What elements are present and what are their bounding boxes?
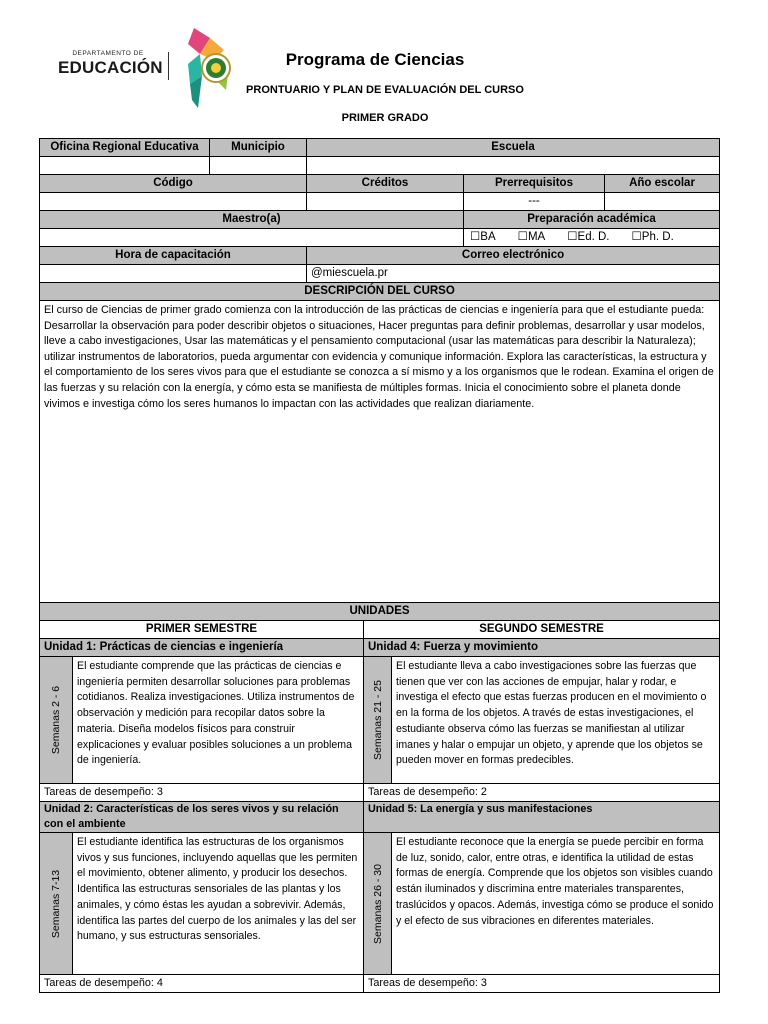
semester-1-header: PRIMER SEMESTRE xyxy=(40,621,364,639)
escuela-field[interactable] xyxy=(307,157,720,175)
page-subtitle: PRONTUARIO Y PLAN DE EVALUACIÓN DEL CURSO xyxy=(246,84,524,96)
unit-2-description: El estudiante identifica las estructuras de los organismos vivos y sus funciones, incluyendo aquellas que les permiten el movimiento, obtener alimento, y producir los desechos. Identifica las estructuras sensoriales de las plantas y los animales, y cómo éstas les ayudan a sobrevivir. Además, identifica las partes del cuerpo de los animales y las del ser humano, y sus estructuras sensoriales. xyxy=(73,833,364,975)
descripcion-header: DESCRIPCIÓN DEL CURSO xyxy=(40,283,720,301)
unit-1-title: Unidad 1: Prácticas de ciencias e ingeniería xyxy=(40,639,364,657)
unit-5-weeks-label: Semanas 26 - 30 xyxy=(371,863,384,944)
unit-5-description: El estudiante reconoce que la energía se puede percibir en forma de luz, sonido, calor, entre otras, e identifica la utilidad de estas formas de energía. Comprende que los objetos son visibles cuando están iluminados y discrimina entre materiales transparentes, traslúcidos y opacos. Además, investiga cómo se produce el sonido y el efecto de sus vibraciones en diferentes materiales. xyxy=(392,833,720,975)
department-logo-text: EDUCACIÓN xyxy=(58,58,163,77)
puerto-rico-seal-icon xyxy=(180,24,236,112)
page-title: Programa de Ciencias xyxy=(285,50,465,69)
anio-escolar-field[interactable] xyxy=(605,193,720,211)
checkbox-ma[interactable]: ☐MA xyxy=(517,230,546,243)
preparacion-options xyxy=(464,229,720,247)
creditos-field[interactable] xyxy=(307,193,464,211)
maestro-header: Maestro(a) xyxy=(40,211,464,229)
unit-1-weeks-label: Semanas 2 - 6 xyxy=(49,685,62,755)
document-header xyxy=(0,0,768,135)
hora-field[interactable] xyxy=(40,265,307,283)
unit-5-title: Unidad 5: La energía y sus manifestaciones xyxy=(364,802,720,833)
escuela-header: Escuela xyxy=(307,139,720,157)
unit-2-weeks xyxy=(40,833,73,975)
unit-1-tareas: Tareas de desempeño: 3 xyxy=(40,784,364,802)
department-logo xyxy=(58,50,163,78)
unit-4-weeks-label: Semanas 21 - 25 xyxy=(371,680,384,760)
preparacion-header: Preparación académica xyxy=(464,211,720,229)
codigo-field[interactable] xyxy=(40,193,307,211)
unit-1-description: El estudiante comprende que las prácticas de ciencias e ingeniería permiten desarrollar soluciones para problemas cotidianos. Realiza investigaciones. Utiliza instrumentos de observación y medición para recopilar datos sobre la materia. Diseña modelos físicos para construir explicaciones y evaluar posibles soluciones a un problema de ingeniería. xyxy=(73,657,364,784)
checkbox-ba[interactable]: ☐BA xyxy=(470,230,496,243)
unit-2-weeks-label: Semanas 7-13 xyxy=(49,869,62,938)
unit-2-tareas: Tareas de desempeño: 4 xyxy=(40,975,364,993)
hora-header: Hora de capacitación xyxy=(40,247,307,265)
municipio-header: Municipio xyxy=(210,139,307,157)
oficina-header: Oficina Regional Educativa xyxy=(40,139,210,157)
unit-4-title: Unidad 4: Fuerza y movimiento xyxy=(364,639,720,657)
department-logo-small-text: DEPARTAMENTO DE xyxy=(72,50,144,57)
grade-label: PRIMER GRADO xyxy=(341,112,429,124)
unit-5-weeks xyxy=(364,833,392,975)
descripcion-text: El curso de Ciencias de primer grado comienza con la introducción de las prácticas de ciencias e ingeniería para que el estudiante pueda: Desarrollar la observación para poder describir objetos o situaciones, Hacer preguntas para definir problemas, desarrollar y usar modelos, lleve a cabo investigaciones, Usar las matemáticas y el pensamiento computacional (usar las matemáticas para describir la Naturaleza); utilizar instrumentos de laboratorios, pueda argumentar con evidencia y comunique información. Explora las características, la estructura y el comportamiento de los seres vivos para que el estudiante se conozca a sí mismo y a los organismos que le rodean. Examina el origen de las fuerzas y su relación con la energía, y cómo esta se manifiesta de múltiples formas. Inicia el conocimiento sobre el planeta donde vivimos e investiga cómo los seres humanos lo impactan con las actividades que realizan diariamente. xyxy=(40,301,720,620)
unit-4-weeks xyxy=(364,657,392,784)
prerrequisitos-header: Prerrequisitos xyxy=(464,175,605,193)
anio-escolar-header: Año escolar xyxy=(605,175,720,193)
correo-field[interactable]: @miescuela.pr xyxy=(307,265,720,283)
checkbox-phd[interactable]: ☐Ph. D. xyxy=(631,230,674,243)
logo-divider xyxy=(168,52,169,80)
checkbox-edd[interactable]: ☐Ed. D. xyxy=(567,230,610,243)
unit-1-weeks xyxy=(40,657,73,784)
prerrequisitos-field[interactable]: --- xyxy=(464,193,605,211)
maestro-field[interactable] xyxy=(40,229,464,247)
municipio-field[interactable] xyxy=(210,157,307,175)
unit-5-tareas: Tareas de desempeño: 3 xyxy=(364,975,720,993)
unidades-header: UNIDADES xyxy=(40,603,720,621)
semester-2-header: SEGUNDO SEMESTRE xyxy=(364,621,720,639)
unit-4-tareas: Tareas de desempeño: 2 xyxy=(364,784,720,802)
course-info-table xyxy=(39,138,720,620)
codigo-header: Código xyxy=(40,175,307,193)
oficina-field[interactable] xyxy=(40,157,210,175)
units-table xyxy=(39,602,720,993)
correo-header: Correo electrónico xyxy=(307,247,720,265)
unit-2-title: Unidad 2: Características de los seres vivos y su relación con el ambiente xyxy=(40,802,364,833)
creditos-header: Créditos xyxy=(307,175,464,193)
unit-4-description: El estudiante lleva a cabo investigaciones sobre las fuerzas que tienen que ver con las acciones de empujar, halar y rodar, e investiga el efecto que estas fuerzas producen en el movimiento o en la forma de los objetos. A través de estas investigaciones, el estudiante observa cómo las fuerzas se manifiestan al utilizar imanes y halar o empujar un objeto, y aprende que los objetos se pueden mover en formas predecibles. xyxy=(392,657,720,784)
